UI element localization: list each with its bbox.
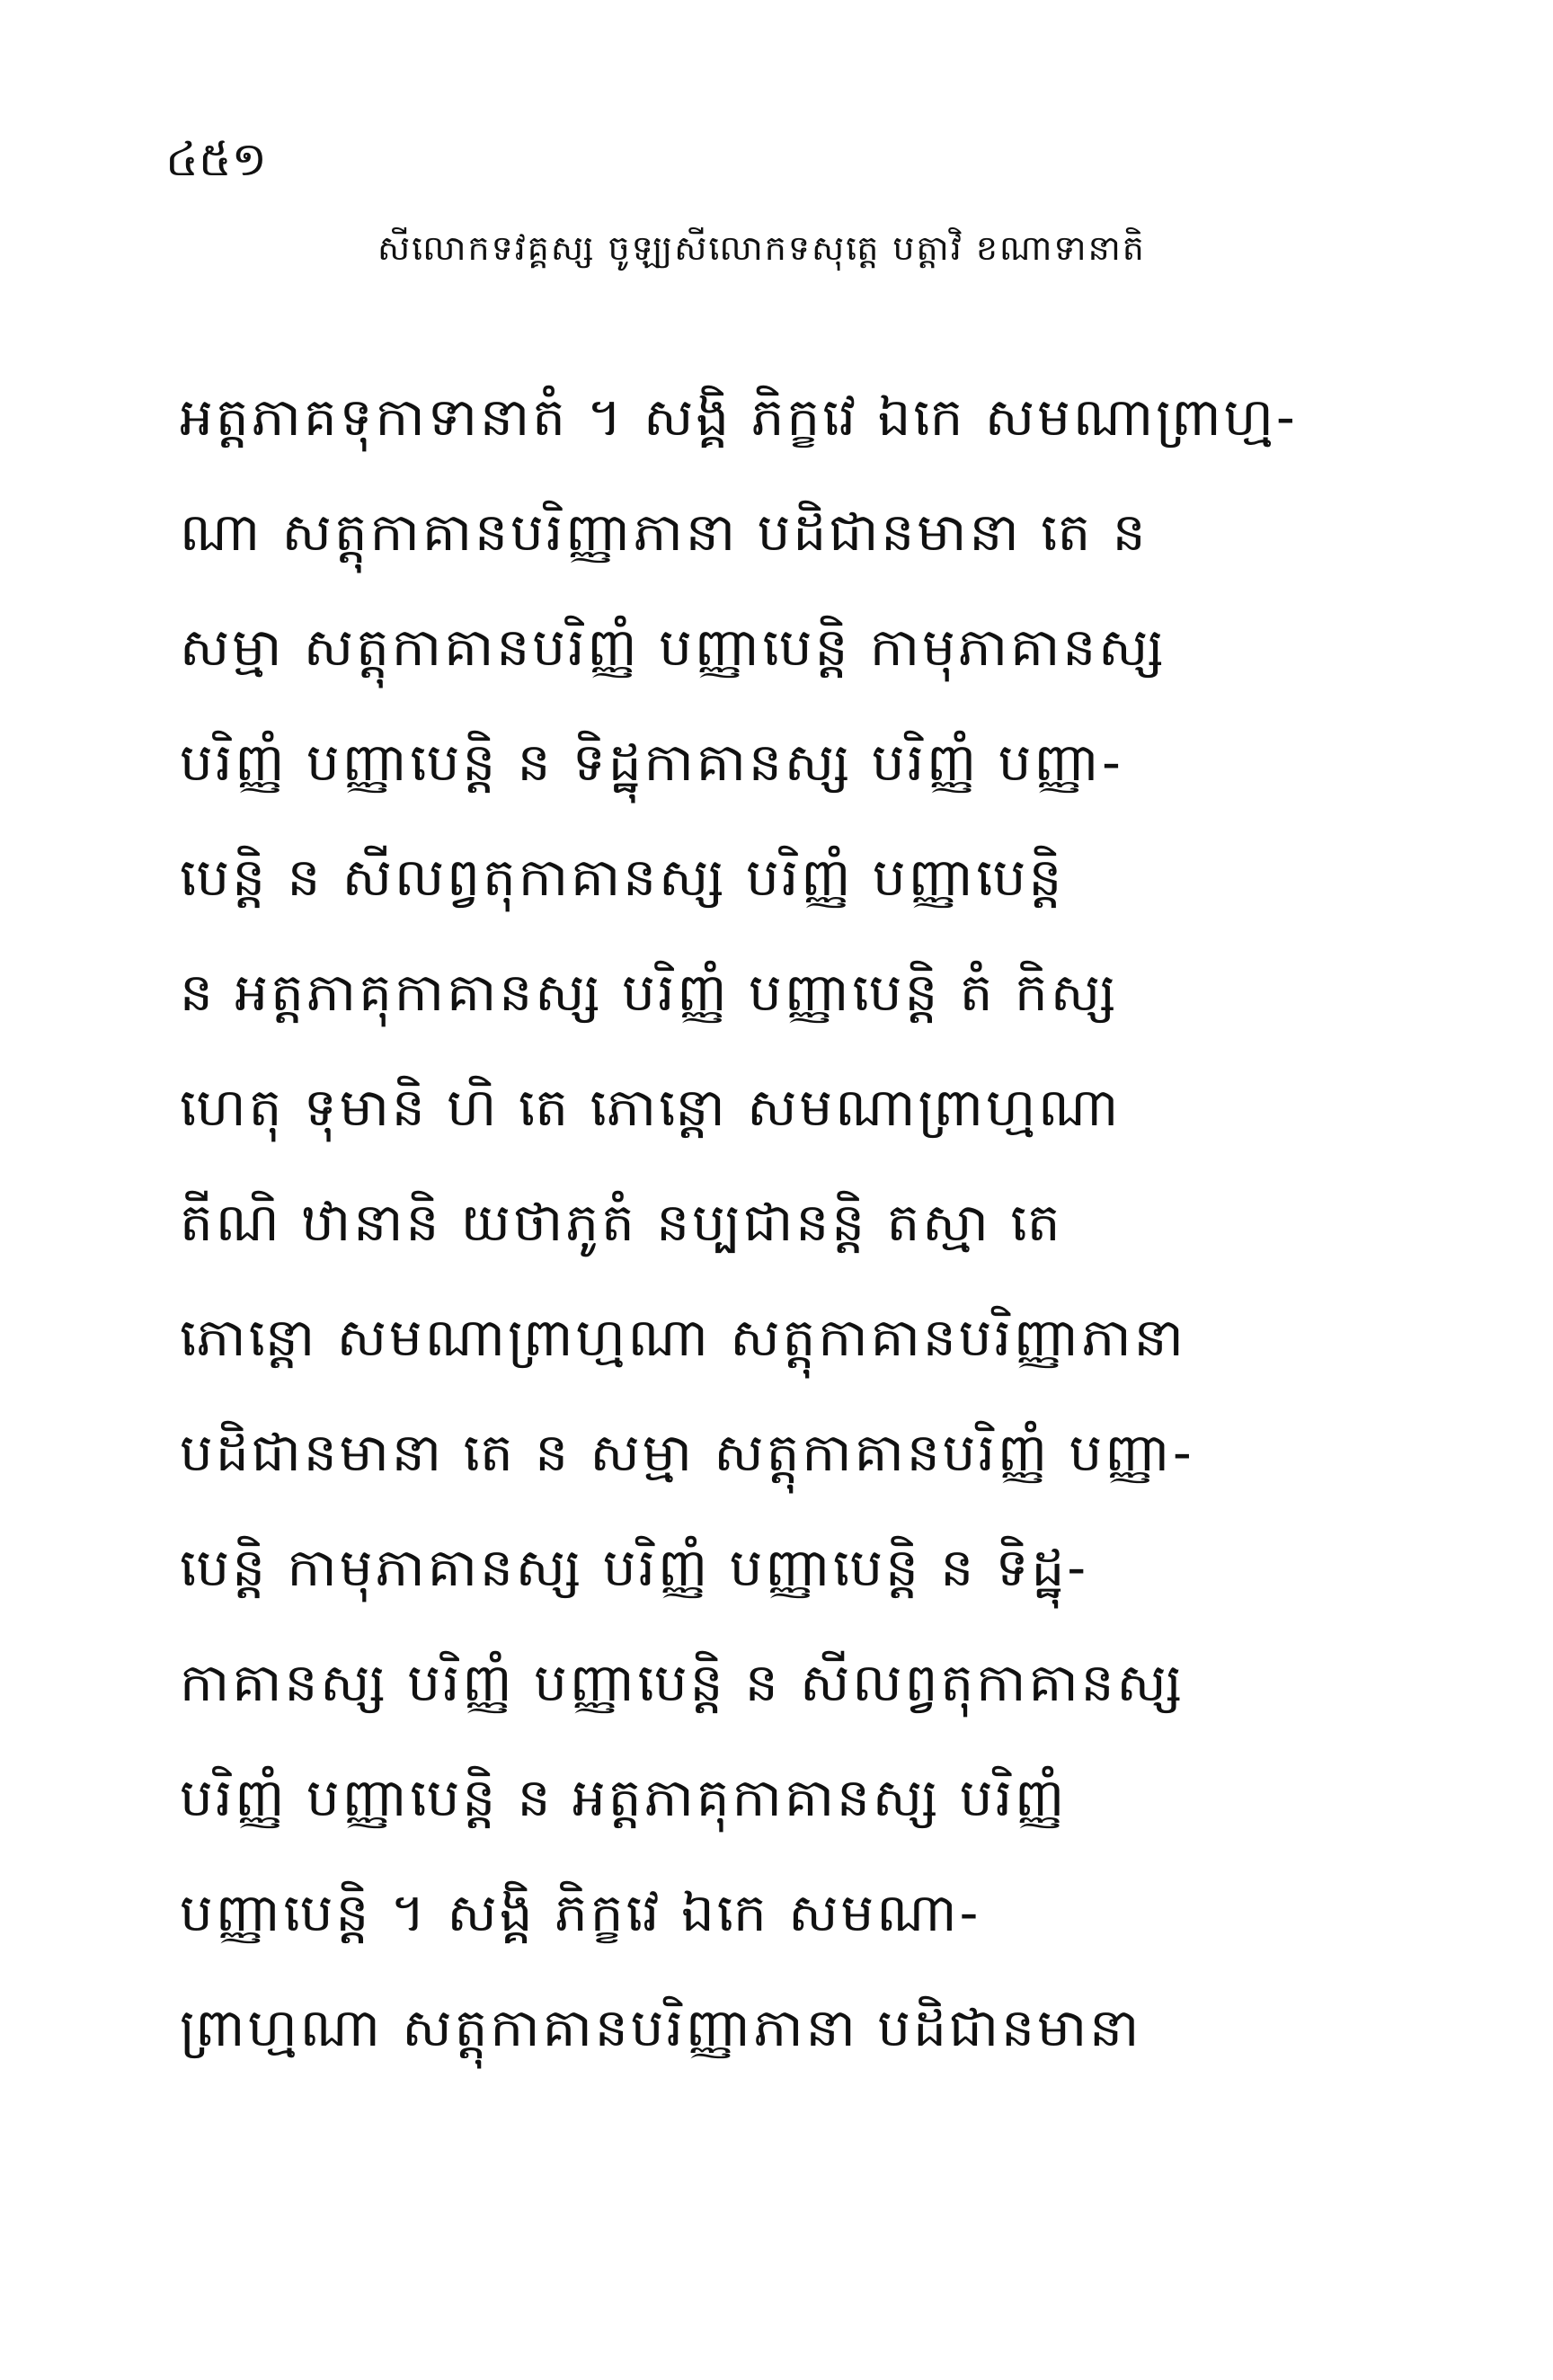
text-line: បេន្តិ ន សីលព្វតុកាគានស្ស បរិញ្ញំ បញ្ញាបេន្តិ xyxy=(180,847,1065,908)
text-line: បេន្តិ កាមុភាគានស្ស បរិញ្ញំ បញ្ញាបេន្តិ ន ទិដ្ឋុ- xyxy=(180,1537,1089,1598)
text-line: អត្តភាគទុកាទានាតំ ។ សង្គិ ភិក្ខវេ ឯកេ សមណាព្រាហ្ម- xyxy=(180,386,1298,448)
text-line: ន អត្តភាគុកាគានស្ស បរិញ្ញំ បញ្ញាបេន្តិ តំ កិស្ស xyxy=(180,962,1119,1023)
text-line: ហេតុ ទុមានិ ហិ តេ ភោន្តោ សមណាព្រាហ្មណា xyxy=(180,1077,1122,1138)
body-text xyxy=(180,360,1375,2085)
text-line: ភោន្តោ សមណាព្រាហ្មណា សត្តុកាគានបរិញ្ញាភានា xyxy=(180,1307,1186,1368)
text-line: កាគានស្ស បរិញ្ញំ បញ្ញាបេន្តិ ន សីលព្វតុកាគានស្ស xyxy=(180,1652,1185,1713)
text-line: បរិញ្ញំ បញ្ញាបេន្តិ ន ទិដ្ឋុកាគានស្ស បរិញ្ញំ បញ្ញា- xyxy=(180,732,1123,793)
text-line: ណា សត្តុកាគានបរិញ្ញាភានា បដិជានមានា តេ ន xyxy=(180,502,1149,563)
text-line: ព្រាហ្មណា សត្តុកាគានបរិញ្ញាភានា បដិជានមានា xyxy=(180,1997,1142,2058)
text-line: សម្មា សត្តុកាគានបរិញ្ញំ បញ្ញាបេន្តិ កាមុភាគានស្ស xyxy=(180,617,1167,678)
page-number: ៤៥១ xyxy=(165,133,267,187)
text-line: បដិជានមានា តេ ន សម្មា សត្តុកាគានបរិញ្ញំ បញ្ញា- xyxy=(180,1422,1194,1483)
text-line: តីណិ ឋានានិ យថាភូតំ នប្បជានន្តិ តស្មា តេ xyxy=(180,1192,1063,1253)
running-header: សីលោកទវគ្គស្ស ចូឡ្យសីលោកទសុត្តេ បត្តាវិ ខណាទានាតិ xyxy=(377,228,1146,268)
text-line: បញ្ញាបេន្តិ ។ សង្គិ ភិក្ខវេ ឯកេ សមណា- xyxy=(180,1882,981,1943)
text-line: បរិញ្ញំ បញ្ញាបេន្តិ ន អត្តភាគុកាគានស្ស បរិញ្ញំ xyxy=(180,1767,1068,1828)
